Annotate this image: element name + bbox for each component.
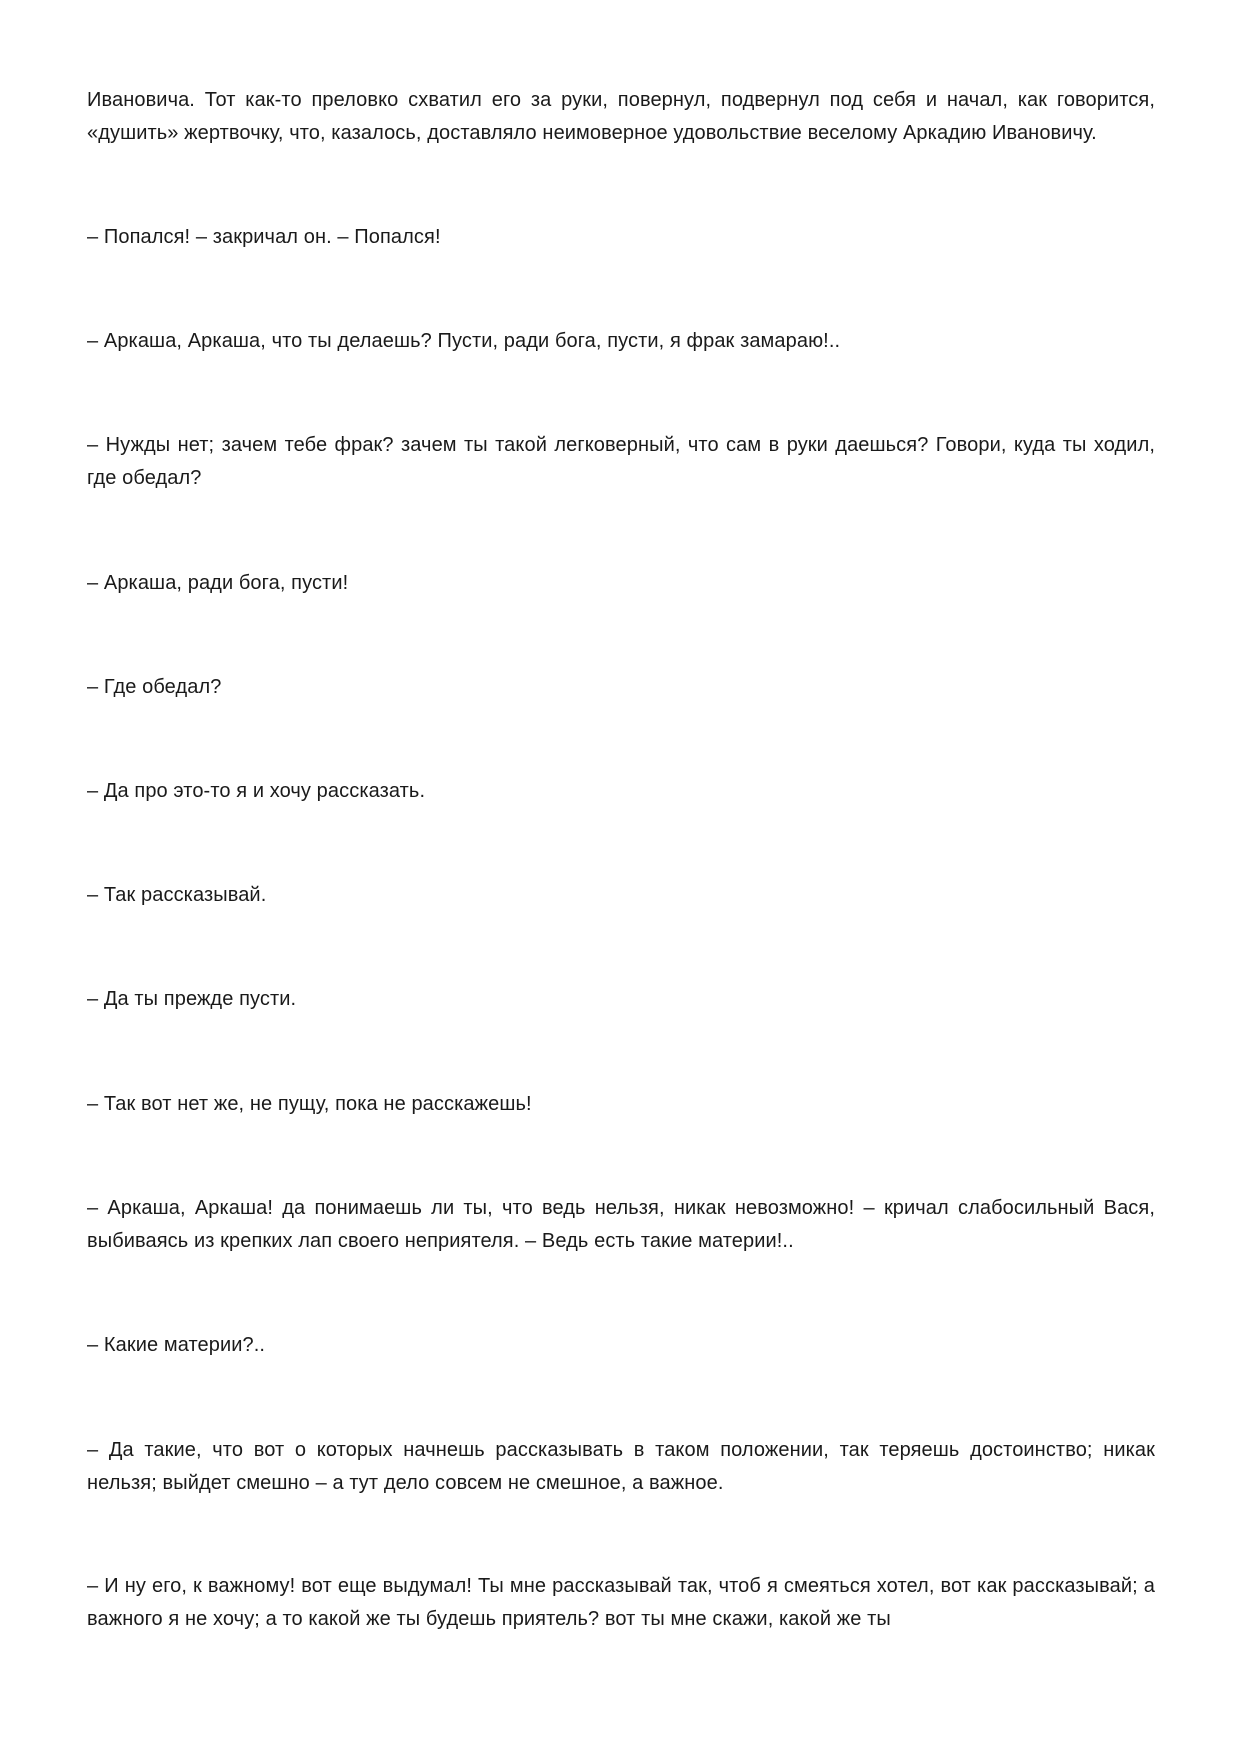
paragraph-2: – Попался! – закричал он. – Попался! xyxy=(87,226,441,248)
paragraph-3: – Аркаша, Аркаша, что ты делаешь? Пусти, ради бога, пусти, я фрак замараю!.. xyxy=(87,330,841,352)
paragraph-13: – Да такие, что вот о которых начнешь рассказывать в таком положении, так теряешь достоинство; никак нельзя; выйдет смешно – а тут дело совсем не смешное, а важное. xyxy=(87,1439,1155,1494)
paragraph-8: – Так рассказывай. xyxy=(87,884,267,906)
paragraph-11: – Аркаша, Аркаша! да понимаешь ли ты, что ведь нельзя, никак невозможно! – кричал слабосильный Вася, выбиваясь из крепких лап своего неприятеля. – Ведь есть такие материи!.. xyxy=(87,1197,1155,1252)
paragraph-1: Ивановича. Тот как-то преловко схватил его за руки, повернул, подвернул под себя и начал, как говорится, «душить» жертвочку, что, казалось, доставляло неимоверное удовольствие веселому Аркадию Ивановичу. xyxy=(87,89,1155,144)
paragraph-14: – И ну его, к важному! вот еще выдумал! Ты мне рассказывай так, чтоб я смеяться хотел, вот как рассказывай; а важного я не хочу; а то какой же ты будешь приятель? вот ты мне скажи, какой же ты xyxy=(87,1575,1155,1630)
paragraph-10: – Так вот нет же, не пущу, пока не расскажешь! xyxy=(87,1093,532,1115)
paragraph-12: – Какие материи?.. xyxy=(87,1334,266,1356)
paragraph-7: – Да про это-то я и хочу рассказать. xyxy=(87,780,426,802)
paragraph-9: – Да ты прежде пусти. xyxy=(87,988,297,1010)
paragraph-5: – Аркаша, ради бога, пусти! xyxy=(87,572,349,594)
paragraph-4: – Нужды нет; зачем тебе фрак? зачем ты такой легковерный, что сам в руки даешься? Говори, куда ты ходил, где обедал? xyxy=(87,434,1155,489)
paragraph-6: – Где обедал? xyxy=(87,676,222,698)
